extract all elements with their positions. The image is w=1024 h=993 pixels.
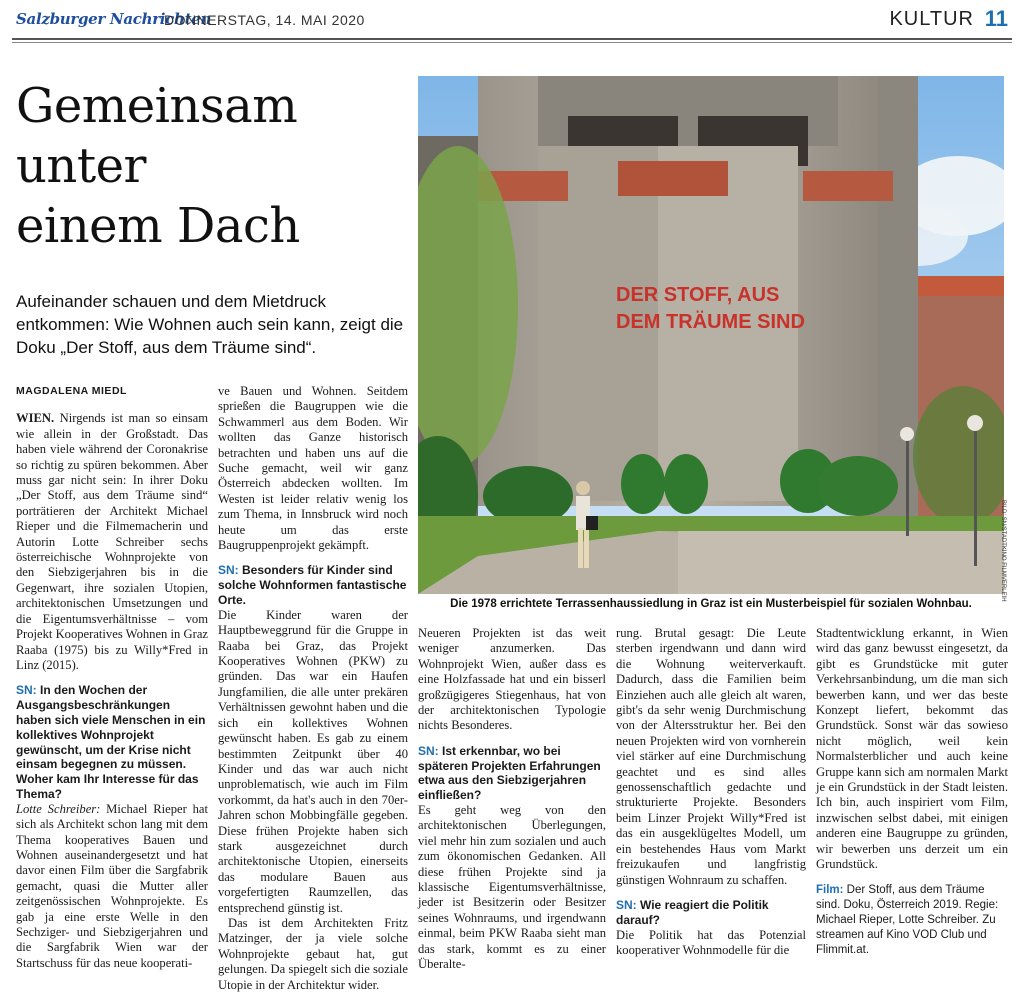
answer-3: Es geht weg von den architektonischen Überlegungen, viel mehr hin zum sozialen und auch zum ökonomischen Gedanken. All diese frühen Projekte sind ja klassische Eigentumsverhältnisse, jeder ist Besitzerin oder Besitzer seines Wohnraums, und irgendwann einmal, beim PKW Raaba sieht man das stark, kommt es zu einer Überalte-	[418, 803, 606, 972]
question-text: In den Wochen der Ausgangsbeschränkungen haben sich viele Menschen in ein kollektives Wohnprojekt gewünscht, um der Krise nicht einsam begegnen zu müssen. Woher kam Ihr Interesse für das Thema?	[16, 683, 206, 801]
photo-caption: Die 1978 errichtete Terrassenhaussiedlung in Graz ist ein Musterbeispiel für sozialen Wohnbau.	[450, 598, 972, 610]
article-column-3	[418, 626, 606, 973]
paragraph: Stadtentwicklung erkannt, in Wien wird das ganz bewusst eingesetzt, da gibt es Grundstücke mit guter Verkehrsanbindung, um die man sich bewerben kann, und wer das beste Konzept liefert, bekommt das Grundstück. Sonst wär das sowieso nicht möglich, weil kein Normalsterblicher und auch keine Gruppe kann sich am normalen Markt je ein Grundstück in der Stadt leisten. Ich bin, auch inspiriert vom Film, inzwischen selbst dabei, mit einigen anderen eine Baugruppe zu gründen, wir bewerben uns derzeit um ein Grundstück.	[816, 626, 1008, 872]
answer-1	[16, 802, 208, 971]
article-column-1	[16, 384, 208, 971]
speaker-name: Lotte Schreiber:	[16, 801, 101, 816]
question-text: Wie reagiert die Politik darauf?	[616, 897, 769, 927]
answer-2-continued: Das ist dem Architekten Fritz Matzinger, der ja viele solche Wohnprojekte gebaut hat, gut gelungen. Da spiegelt sich die soziale Utopie in der Architektur wider.	[218, 915, 408, 992]
sn-label: SN:	[616, 897, 637, 912]
headline-line-1: Gemeinsam	[16, 78, 298, 134]
question-4	[616, 898, 806, 928]
question-2	[218, 563, 408, 607]
article-column-2	[218, 384, 408, 993]
paragraph: rung. Brutal gesagt: Die Leute sterben irgendwann und dann wird die Wohnung weiterverkauft. Dadurch, dass die Familien beim Einziehen auch alle gleich alt waren, gibt's da sehr wenig Durchmischung von der Altersstruktur her. Bei den neuen Projekten wird von vornherein viel stärker auf eine Durchmischung geachtet und es sind alles genossenschaftlich gedachte und strukturierte Projekte. Besonders beim Linzer Projekt Willy*Fred ist das ein ausgeklügeltes Modell, um ein bestehendes Haus vom Markt freizukaufen und langfristig günstigen Wohnraum zu schaffen.	[616, 626, 806, 887]
paragraph: Neueren Projekten ist das weit weniger anzumerken. Das Wohnprojekt Wien, außer dass es eine Holzfassade hat und ein bisserl großzügigeres Stiegenhaus, hat von der architektonischen Typologie nichts Besonderes.	[418, 626, 606, 733]
header-rule	[12, 38, 1012, 40]
issue-date: DONNERSTAG, 14. MAI 2020	[164, 12, 365, 28]
sign-text-line-2: DEM TRÄUME SIND	[616, 311, 805, 333]
question-1	[16, 683, 208, 801]
film-label: Film:	[816, 883, 844, 896]
headline-line-2: unter	[16, 138, 146, 194]
answer-2: Die Kinder waren der Hauptbeweggrund für die Gruppe in Raaba bei Graz, das Projekt Kooperatives Wohnen (PKW) zu gründen. Das war ein Haufen Jungfamilien, die alle unter prekären Verhältnissen gewohnt haben und die sich ein kollektives Wohnen gewünscht haben. Es gab zu einem bestimmten Zeitpunkt über 40 Kinder und das war auch nicht unproblematisch, wie auch im Film vorkommt, da hat's auch in den 70er-Jahren schon Mobbingfälle gegeben. Diese frühen Projekte haben sich stark ausgezeichnet durch architektonische Utopien, einerseits das modulare Bauen aus vorgefertigten Raumzellen, das entsprechend günstig ist.	[218, 607, 408, 915]
question-3	[418, 744, 606, 803]
lead-paragraph: Aufeinander schauen und dem Mietdruck entkommen: Wie Wohnen auch sein kann, zeigt die Doku „Der Stoff, aus dem Träume sind“.	[16, 292, 404, 357]
article-photo	[418, 76, 1004, 594]
question-text: Ist erkennbar, wo bei späteren Projekten Erfahrungen etwa aus den Siebzigerjahren einfließen?	[418, 743, 601, 803]
header-rule-thin	[12, 42, 1012, 43]
sn-label: SN:	[218, 563, 239, 578]
answer-text: Michael Rieper hat sich als Architekt schon lang mit dem Thema kooperatives Bauen und Wohnen auseinandergesetzt und hat davor einen Film über die Sargfabrik gemacht, quasi die Mutter aller zeitgenössischen Wohnprojekte. Es gab ja eine erste Welle in den Sechziger- und Siebzigerjahren und die Sargfabrik Wien war der Startschuss für das neue kooperati-	[16, 801, 208, 970]
film-details: Der Stoff, aus dem Träume sind. Doku, Österreich 2019. Regie: Michael Rieper, Lotte Schreiber. Zu streamen auf Kino VOD Club und Flimmit.at.	[816, 883, 999, 956]
sn-label: SN:	[418, 743, 439, 758]
sn-label: SN:	[16, 683, 37, 698]
headline-line-3: einem Dach	[16, 198, 300, 254]
question-text: Besonders für Kinder sind solche Wohnformen fantastische Orte.	[218, 563, 407, 608]
intro-text: Nirgends ist man so einsam wie allein in der Großstadt. Das haben viele während der Coronakrise so richtig zu spüren bekommen. Aber muss gar nicht sein: In ihrer Doku „Der Stoff, aus dem Träume sind“ porträtieren der Architekt Michael Rieper und die Filmemacherin und Autorin Lotte Schreiber sechs österreichische Wohnprojekte von den Siebzigerjahren bis in die Gegenwart, ihre sozialen Utopien, architektonischen Umsetzungen und die Eigentumsverhältnisse – vom Projekt Kooperatives Wohnen in Graz Raaba (1975) bis zu Willy*Fred in Linz (2015).	[16, 411, 208, 672]
intro-paragraph	[16, 411, 208, 673]
answer-4: Die Politik hat das Potenzial kooperativer Wohnmodelle für die	[616, 927, 806, 957]
film-info-box	[816, 883, 1008, 958]
article-column-4	[616, 626, 806, 958]
photo-credit: BILD: SN/STADTKINO FILMVERLEIH	[1000, 500, 1006, 602]
masthead-logo: Salzburger Nachrichten	[16, 10, 212, 28]
dateline: WIEN.	[16, 411, 55, 426]
article-column-5	[816, 626, 1008, 958]
photo-illustration	[418, 76, 1004, 594]
author-byline: MAGDALENA MIEDL	[16, 385, 127, 397]
section-name: KULTUR	[889, 8, 974, 30]
page-number: 11	[984, 6, 1008, 31]
paragraph: ve Bauen und Wohnen. Seitdem sprießen die Baugruppen wie die Schwammerl aus dem Boden. Wir wollten das Ganze historisch betrachten und haben uns auf die Suche gemacht, weil wir ganz Österreich abdecken wollten. Im Westen ist leider relativ wenig los zum Thema, in Innsbruck wird noch heute um das erste Baugruppenprojekt gekämpft.	[218, 384, 408, 553]
headline	[16, 76, 406, 256]
sign-text-line-1: DER STOFF, AUS	[616, 284, 780, 306]
